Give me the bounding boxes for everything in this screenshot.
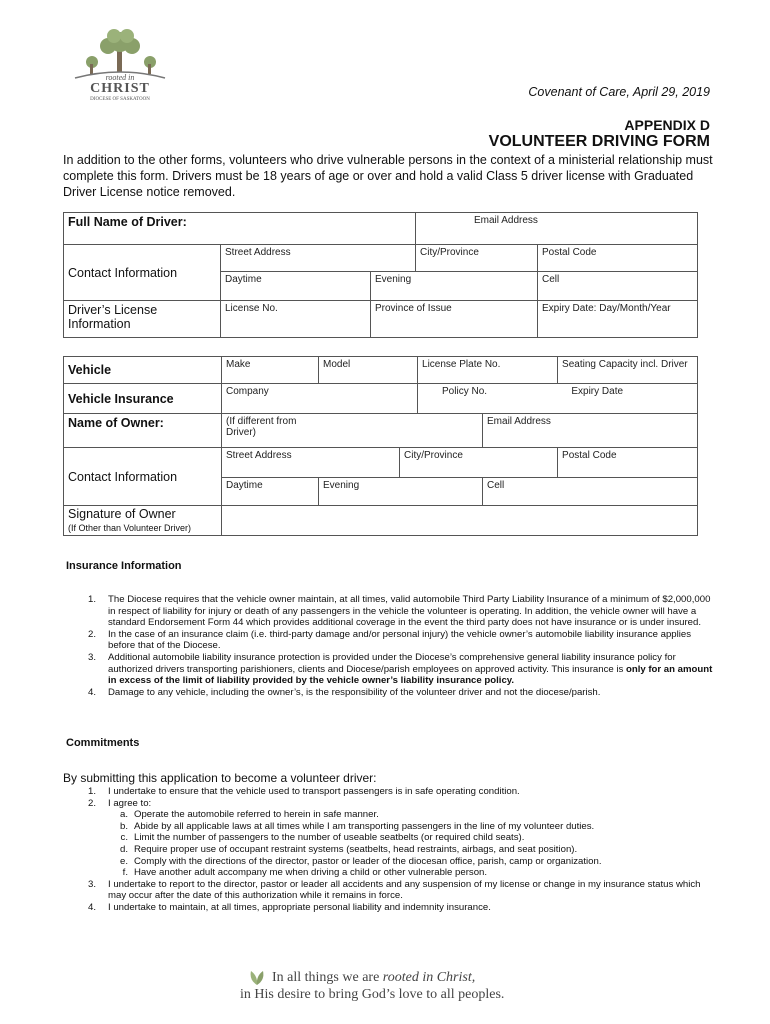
commitments-list bbox=[88, 786, 718, 914]
commitment-sub-text: Require proper use of occupant restraint systems (seatbelts, head restraints, airbags, and seat position). bbox=[134, 843, 578, 855]
commitment-sub-text: Operate the automobile referred to herein in safe manner. bbox=[134, 809, 379, 821]
insurance-list bbox=[88, 594, 718, 698]
insurance-item-text: The Diocese requires that the vehicle owner maintain, at all times, valid automobile Third Party Liability Insurance of a minimum of $2,000,000 in respect of liability for injury or death of any passengers in the vehicle the volunteer is operating. In addition, the vehicle owner will have a standard Endorsement Form 44 which provides additional coverage in the event the third party does not have insurance or is under insured. bbox=[108, 594, 711, 629]
insurance-expiry-field[interactable]: Expiry Date bbox=[571, 386, 624, 397]
form-title: VOLUNTEER DRIVING FORM bbox=[488, 133, 710, 150]
commitment-sub-text: Limit the number of passengers to the number of useable seatbelts (or required child seats). bbox=[134, 832, 525, 844]
list-item: 3. Additional automobile liability insurance protection is provided under the Diocese’s comprehensive general liability insurance policy for authorized drivers transporting parishioners, clients and Diocese/parish employees on approved activity. This insurance is only for an amount in excess of the limit of liability provided by the vehicle owner’s liability insurance policy. bbox=[88, 651, 713, 687]
province-issue-field[interactable]: Province of Issue bbox=[371, 301, 538, 338]
owner-contact-label: Contact Information bbox=[64, 448, 222, 506]
policy-field[interactable] bbox=[418, 384, 698, 414]
commitment-text: I undertake to report to the director, pastor or leader all accidents and any suspension of my license or change in my insurance status which may occur after the date of this authorization while it remains in force. bbox=[108, 878, 701, 902]
logo-christ: CHRIST bbox=[90, 81, 150, 96]
driver-contact-label: Contact Information bbox=[64, 245, 221, 301]
vehicle-label: Vehicle bbox=[64, 357, 222, 384]
commitment-text: I agree to: bbox=[108, 797, 152, 809]
policy-label: Policy No. bbox=[442, 386, 488, 397]
list-item: 3. I undertake to report to the director, pastor or leader all accidents and any suspension of my license or change in my insurance status which may occur after the date of this authorization while it remains in force. bbox=[88, 878, 701, 902]
owner-street-field[interactable]: Street Address bbox=[222, 448, 400, 478]
full-name-label: Full Name of Driver: bbox=[64, 213, 416, 245]
make-field[interactable]: Make bbox=[222, 357, 319, 384]
list-item: 1. I undertake to ensure that the vehicle used to transport passengers is in safe operating condition. bbox=[88, 786, 520, 797]
sub-list-item: c. Limit the number of passengers to the number of useable seatbelts (or required child seats). bbox=[120, 832, 525, 844]
logo-diocese: DIOCESE OF SASKATOON bbox=[90, 97, 150, 102]
driver-email-field[interactable]: Email Address bbox=[416, 213, 698, 245]
plate-field[interactable]: License Plate No. bbox=[418, 357, 558, 384]
sub-list-item: d. Require proper use of occupant restraint systems (seatbelts, head restraints, airbags, and seat position). bbox=[119, 843, 578, 855]
owner-postal-field[interactable]: Postal Code bbox=[558, 448, 698, 478]
diocese-logo bbox=[70, 28, 170, 104]
owner-city-field[interactable]: City/Province bbox=[400, 448, 558, 478]
license-no-field[interactable]: License No. bbox=[221, 301, 371, 338]
company-field[interactable]: Company bbox=[222, 384, 418, 414]
driver-evening-field[interactable]: Evening bbox=[371, 272, 538, 301]
footer-italic: rooted in Christ, bbox=[382, 970, 476, 985]
seating-field[interactable]: Seating Capacity incl. Driver bbox=[558, 357, 698, 384]
commitments-heading: Commitments bbox=[66, 737, 140, 749]
footer-line2: in His desire to bring God’s love to all peoples. bbox=[240, 987, 505, 1002]
commitment-sub-text: Comply with the directions of the director, pastor or leader of the diocesan office, parish, camp or organization. bbox=[134, 855, 602, 867]
list-item: 2. I agree to: bbox=[88, 797, 152, 809]
driver-street-field[interactable]: Street Address bbox=[221, 245, 416, 272]
list-item: 2. In the case of an insurance claim (i.e. third-party damage and/or personal injury) the vehicle owner’s automobile liability insurance applies before that of the Diocese. bbox=[88, 628, 692, 652]
commitment-sub-text: Abide by all applicable laws at all times while I am transporting passengers in the line of my volunteer duties. bbox=[134, 820, 595, 832]
list-item: 4. Damage to any vehicle, including the owner’s, is the responsibility of the volunteer driver and not the diocese/parish. bbox=[88, 686, 601, 698]
intro-paragraph: In addition to the other forms, volunteers who drive vulnerable persons in the context of a ministerial relationship must complete this form. Drivers must be 18 years of age or over and hold a valid Class 5 driver license with Graduated Driver License notice removed. bbox=[63, 153, 713, 199]
list-item: 4. I undertake to maintain, at all times, appropriate personal liability and indemnity insurance. bbox=[88, 901, 491, 913]
footer-line1 bbox=[272, 970, 592, 986]
owner-label: Name of Owner: bbox=[64, 414, 222, 448]
list-item: 1. The Diocese requires that the vehicle owner maintain, at all times, valid automobile Third Party Liability Insurance of a minimum of $2,000,000 in respect of liability for injury or death of any passengers in the vehicle the volunteer is operating. In addition, the vehicle owner will have a standard Endorsement Form 44 which provides additional coverage in the event the third party does not have insurance or is under insured. bbox=[88, 594, 711, 629]
logo-tagline: rooted in bbox=[105, 73, 135, 82]
license-label: Driver’s License Information bbox=[64, 301, 221, 338]
driver-daytime-field[interactable]: Daytime bbox=[221, 272, 371, 301]
signature-title: Signature of Owner bbox=[68, 507, 176, 521]
license-expiry-field[interactable]: Expiry Date: Day/Month/Year bbox=[538, 301, 698, 338]
vehicle-table bbox=[63, 356, 698, 536]
appendix-label: APPENDIX D bbox=[624, 117, 710, 133]
owner-email-field[interactable]: Email Address bbox=[483, 414, 698, 448]
commitments-intro: By submitting this application to become a volunteer driver: bbox=[63, 771, 377, 785]
owner-cell-field[interactable]: Cell bbox=[483, 478, 698, 506]
driver-postal-field[interactable]: Postal Code bbox=[538, 245, 698, 272]
insurance-item-text: In the case of an insurance claim (i.e. third-party damage and/or personal injury) the vehicle owner’s automobile liability insurance applies before that of the Diocese. bbox=[108, 628, 692, 652]
signature-label bbox=[64, 506, 222, 536]
sub-list-item: f. Have another adult accompany me when driving a child or other vulnerable person. bbox=[122, 867, 488, 879]
insurance-item-text: Damage to any vehicle, including the owner’s, is the responsibility of the volunteer driver and not the diocese/parish. bbox=[108, 686, 601, 698]
commitment-text: I undertake to ensure that the vehicle used to transport passengers is in safe operating condition. bbox=[108, 786, 520, 797]
if-different-note: (If different from Driver) bbox=[226, 416, 297, 438]
insurance-item-bold: only for an amount in excess of the limit of liability provided by the vehicle owner’s liability insurance policy. bbox=[108, 663, 713, 687]
covenant-line: Covenant of Care, April 29, 2019 bbox=[528, 85, 710, 99]
signature-field[interactable] bbox=[222, 506, 698, 536]
owner-name-field[interactable] bbox=[222, 414, 483, 448]
vehicle-insurance-label: Vehicle Insurance bbox=[64, 384, 222, 414]
signature-sub: (If Other than Volunteer Driver) bbox=[68, 523, 192, 533]
owner-daytime-field[interactable]: Daytime bbox=[222, 478, 319, 506]
insurance-heading: Insurance Information bbox=[66, 560, 182, 572]
footer-text: In all things we are bbox=[272, 970, 383, 985]
commitment-text: I undertake to maintain, at all times, appropriate personal liability and indemnity insurance. bbox=[108, 901, 491, 913]
sub-list-item: e. Comply with the directions of the director, pastor or leader of the diocesan office, parish, camp or organization. bbox=[119, 855, 602, 867]
owner-evening-field[interactable]: Evening bbox=[319, 478, 483, 506]
model-field[interactable]: Model bbox=[319, 357, 418, 384]
driver-cell-field[interactable]: Cell bbox=[538, 272, 698, 301]
driver-city-field[interactable]: City/Province bbox=[416, 245, 538, 272]
driver-table bbox=[63, 212, 698, 338]
sub-list-item: a. Operate the automobile referred to herein in safe manner. bbox=[119, 809, 379, 821]
commitment-sub-text: Have another adult accompany me when driving a child or other vulnerable person. bbox=[134, 867, 488, 879]
sub-list-item: b. Abide by all applicable laws at all times while I am transporting passengers in the line of my volunteer duties. bbox=[119, 820, 595, 832]
insurance-item-text: Additional automobile liability insurance protection is provided under the Diocese’s comprehensive general liability insurance policy for authorized drivers transporting parishioners, clients and Diocese/parish employees on approved activity. This insurance is bbox=[108, 651, 676, 675]
